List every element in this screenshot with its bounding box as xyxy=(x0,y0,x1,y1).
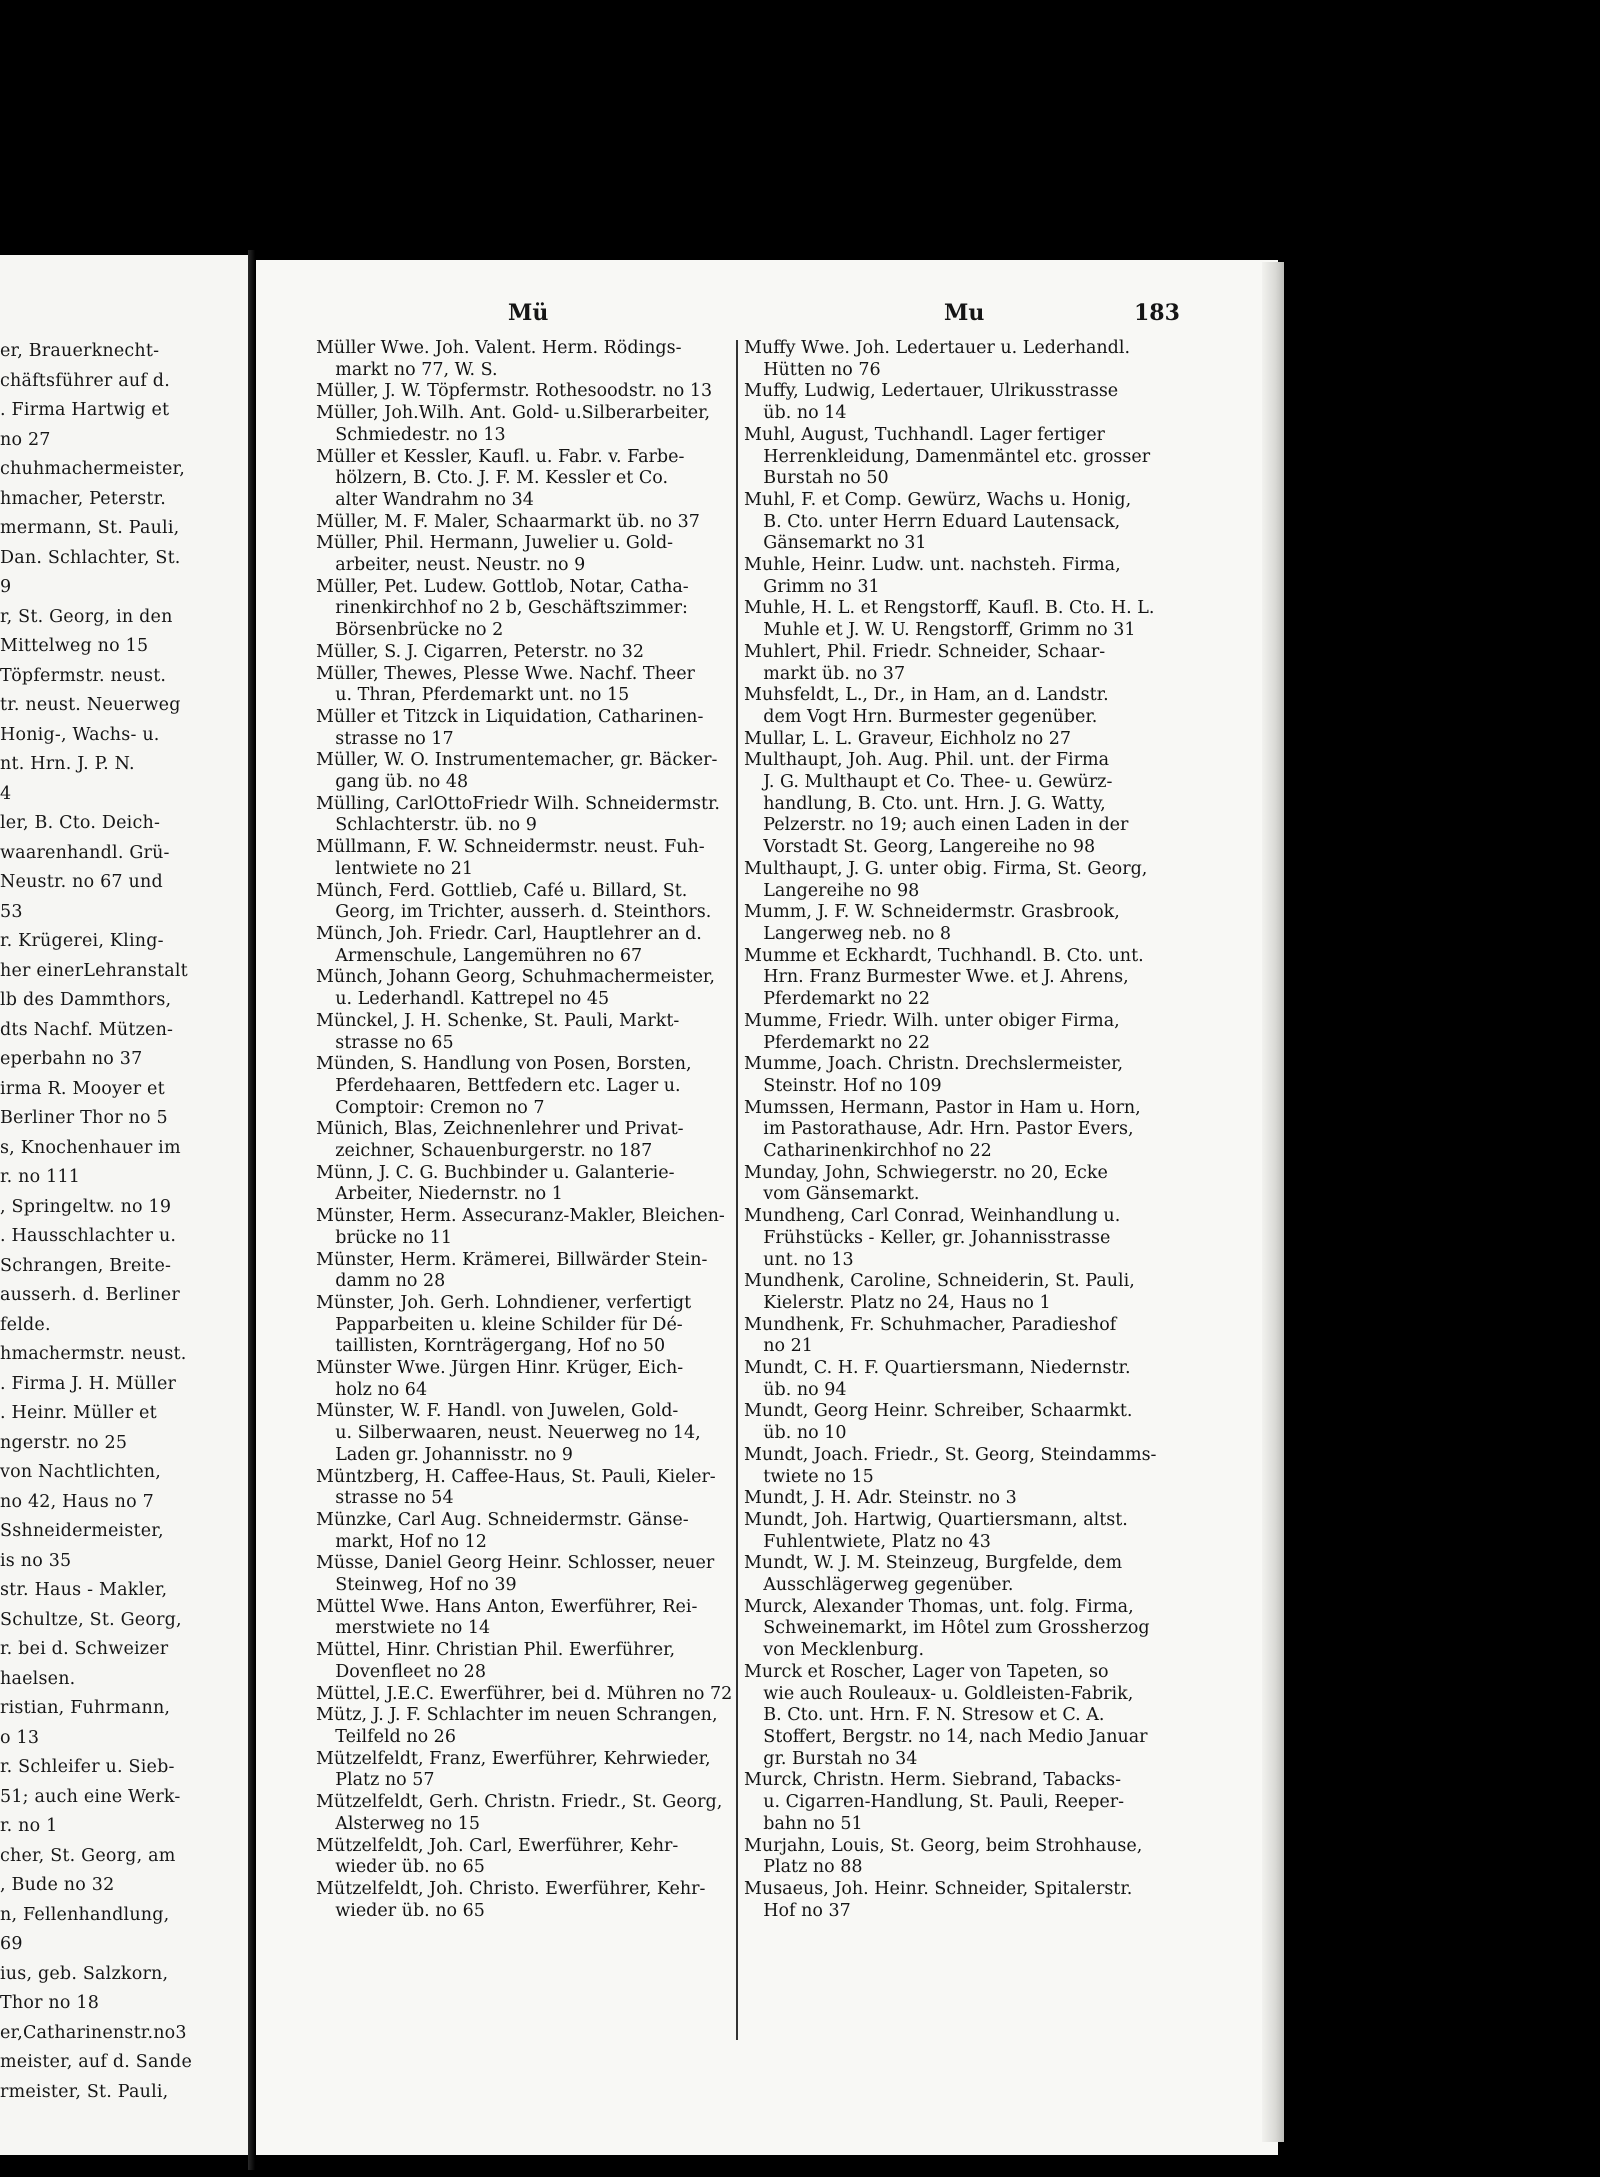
entry-line: Mundt, C. H. F. Quartiersmann, Niedernstr. xyxy=(744,1358,1131,1379)
entry-continuation-line: Papparbeiten u. kleine Schilder für Dé- xyxy=(335,1314,683,1335)
left-fragment-line: . Firma Hartwig et xyxy=(0,400,170,420)
entry-continuation-line: merstwiete no 14 xyxy=(335,1618,491,1639)
left-fragment-line: 69 xyxy=(0,1934,23,1954)
entry-line: Münch, Johann Georg, Schuhmachermeister, xyxy=(316,967,715,988)
entry-continuation-line: zeichner, Schauenburgerstr. no 187 xyxy=(335,1141,653,1162)
left-fragment-line: cher, St. Georg, am xyxy=(0,1845,176,1866)
entry-line: Münich, Blas, Zeichnenlehrer und Privat- xyxy=(316,1119,684,1140)
left-fragment-line: Neustr. no 67 und xyxy=(0,872,163,892)
directory-entry xyxy=(316,1879,734,1922)
entry-line: Musaeus, Joh. Heinr. Schneider, Spitalerstr. xyxy=(744,1878,1133,1899)
entry-continuation-line: Börsenbrücke no 2 xyxy=(335,620,504,641)
left-fragment-line: chäftsführer auf d. xyxy=(0,370,170,391)
directory-entry xyxy=(744,1206,1176,1271)
directory-entry xyxy=(744,490,1176,555)
directory-entry xyxy=(744,555,1176,598)
left-fragment-line: Honig-, Wachs- u. xyxy=(0,724,160,745)
entry-continuation-line: Grimm no 31 xyxy=(763,576,880,597)
entry-line: Mützelfeldt, Franz, Ewerführer, Kehrwieder, xyxy=(316,1748,711,1769)
entry-continuation-line: Armenschule, Langemühren no 67 xyxy=(335,945,643,966)
entry-continuation-line: Hrn. Franz Burmester Wwe. et J. Ahrens, xyxy=(763,967,1129,988)
directory-entry xyxy=(316,750,734,793)
left-fragment-line: r. no 111 xyxy=(0,1167,81,1187)
left-fragment-line: , Bude no 32 xyxy=(0,1875,115,1895)
directory-entry xyxy=(744,1401,1176,1444)
left-fragment-line: no 27 xyxy=(0,429,51,450)
entry-line: Murck, Alexander Thomas, unt. folg. Firma, xyxy=(744,1596,1134,1617)
left-fragment-line: n, Fellenhandlung, xyxy=(0,1904,170,1925)
left-fragment-line: , Springeltw. no 19 xyxy=(0,1196,172,1217)
entry-continuation-line: üb. no 94 xyxy=(763,1379,847,1400)
left-fragment-line: ngerstr. no 25 xyxy=(0,1432,128,1453)
entry-continuation-line: u. Cigarren-Handlung, St. Pauli, Reeper- xyxy=(763,1792,1125,1813)
left-fragment-line: rmeister, St. Pauli, xyxy=(0,2081,169,2102)
left-page-fragment xyxy=(0,255,248,2155)
directory-entry xyxy=(744,750,1176,859)
directory-entry xyxy=(316,1250,734,1293)
directory-entry xyxy=(316,1293,734,1358)
left-fragment-line: ler, B. Cto. Deich- xyxy=(0,813,161,833)
entry-line: Müntzberg, H. Caffee-Haus, St. Pauli, Kieler- xyxy=(316,1466,716,1487)
entry-line: Mullar, L. L. Graveur, Eichholz no 27 xyxy=(744,728,1072,749)
directory-entry xyxy=(744,1445,1176,1488)
entry-continuation-line: Vorstadt St. Georg, Langereihe no 98 xyxy=(763,837,1096,858)
left-fragment-line: Thor no 18 xyxy=(0,1993,100,2013)
entry-line: Münster Wwe. Jürgen Hinr. Krüger, Eich- xyxy=(316,1358,684,1379)
directory-entry xyxy=(744,902,1176,945)
entry-line: Murck, Christn. Herm. Siebrand, Tabacks- xyxy=(744,1770,1122,1791)
entry-line: Muhle, H. L. et Rengstorff, Kaufl. B. Cto. H. L. xyxy=(744,598,1155,619)
entry-line: Mumme, Joach. Christn. Drechslermeister, xyxy=(744,1054,1124,1075)
entry-line: Mundt, W. J. M. Steinzeug, Burgfelde, dem xyxy=(744,1553,1123,1574)
entry-continuation-line: lentwiete no 21 xyxy=(335,858,474,879)
left-fragment-line: eperbahn no 37 xyxy=(0,1049,143,1069)
header-right-guideword: Mu xyxy=(944,300,985,326)
entry-continuation-line: Schlachterstr. üb. no 9 xyxy=(335,815,537,836)
left-fragment-line: meister, auf d. Sande xyxy=(0,2052,193,2072)
directory-entry xyxy=(316,1684,734,1706)
entry-continuation-line: markt no 77, W. S. xyxy=(335,359,498,380)
left-fragment-line: er,Catharinenstr.no3 xyxy=(0,2022,187,2043)
entry-continuation-line: alter Wandrahm no 34 xyxy=(335,489,534,510)
directory-entry xyxy=(744,1315,1176,1358)
header-left-guideword: Mü xyxy=(508,300,549,326)
left-fragment-line: chuhmachermeister, xyxy=(0,459,185,479)
entry-line: Murjahn, Louis, St. Georg, beim Strohhause, xyxy=(744,1835,1143,1856)
left-fragment-line: str. Haus - Makler, xyxy=(0,1580,168,1600)
directory-entry xyxy=(316,1640,734,1683)
directory-entry xyxy=(744,1836,1176,1879)
directory-entry xyxy=(316,837,734,880)
left-fragment-line: Sshneidermeister, xyxy=(0,1521,164,1541)
left-fragment-line: r. bei d. Schweizer xyxy=(0,1639,169,1659)
entry-line: Mundt, Joh. Hartwig, Quartiersmann, altst. xyxy=(744,1509,1128,1530)
directory-column-right xyxy=(744,338,1176,1922)
entry-line: Münster, Herm. Krämerei, Billwärder Stein- xyxy=(316,1249,708,1270)
left-fragment-line: 9 xyxy=(0,577,12,597)
entry-continuation-line: holz no 64 xyxy=(335,1379,428,1400)
entry-continuation-line: taillisten, Kornträgergang, Hof no 50 xyxy=(335,1336,666,1357)
entry-continuation-line: u. Lederhandl. Kattrepel no 45 xyxy=(335,989,610,1010)
entry-continuation-line: damm no 28 xyxy=(335,1271,446,1292)
entry-line: Müller, Joh.Wilh. Ant. Gold- u.Silberarbeiter, xyxy=(316,403,711,424)
entry-continuation-line: üb. no 14 xyxy=(763,403,847,424)
entry-continuation-line: B. Cto. unter Herrn Eduard Lautensack, xyxy=(763,511,1121,532)
directory-entry xyxy=(316,924,734,967)
entry-line: Mundhenk, Fr. Schuhmacher, Paradieshof xyxy=(744,1314,1117,1335)
directory-entry xyxy=(744,729,1176,751)
entry-line: Müller, W. O. Instrumentemacher, gr. Bäcker- xyxy=(316,750,718,771)
entry-line: Muffy, Ludwig, Ledertauer, Ulrikusstrasse xyxy=(744,381,1119,402)
entry-line: Münster, Joh. Gerh. Lohndiener, verfertigt xyxy=(316,1292,692,1313)
entry-line: Mützelfeldt, Joh. Carl, Ewerführer, Kehr- xyxy=(316,1835,679,1856)
directory-entry xyxy=(744,1271,1176,1314)
entry-continuation-line: Hof no 37 xyxy=(763,1900,851,1921)
directory-entry xyxy=(316,403,734,446)
entry-line: Mundt, J. H. Adr. Steinstr. no 3 xyxy=(744,1488,1017,1509)
entry-continuation-line: Comptoir: Cremon no 7 xyxy=(335,1097,545,1118)
directory-entry xyxy=(316,1163,734,1206)
left-fragment-line: . Hausschlachter u. xyxy=(0,1226,177,1246)
left-fragment-line: hmacher, Peterstr. xyxy=(0,488,167,509)
left-fragment-line: r. Krügerei, Kling- xyxy=(0,931,164,951)
entry-continuation-line: no 21 xyxy=(763,1336,813,1357)
entry-continuation-line: Herrenkleidung, Damenmäntel etc. grosser xyxy=(763,446,1151,467)
entry-continuation-line: Pferdemarkt no 22 xyxy=(763,989,931,1010)
directory-entry xyxy=(316,1011,734,1054)
left-fragment-line: Dan. Schlachter, St. xyxy=(0,547,181,568)
directory-entry xyxy=(744,946,1176,1011)
left-fragment-line: r. no 1 xyxy=(0,1816,58,1836)
entry-continuation-line: wieder üb. no 65 xyxy=(335,1857,485,1878)
left-fragment-line: tr. neust. Neuerweg xyxy=(0,695,181,715)
directory-entry xyxy=(316,642,734,664)
entry-line: Mumme et Eckhardt, Tuchhandl. B. Cto. unt. xyxy=(744,945,1144,966)
entry-line: Murck et Roscher, Lager von Tapeten, so xyxy=(744,1661,1109,1682)
left-fragment-line: is no 35 xyxy=(0,1550,72,1571)
entry-line: Muhlert, Phil. Friedr. Schneider, Schaar- xyxy=(744,641,1106,662)
entry-continuation-line: Steinstr. Hof no 109 xyxy=(763,1075,942,1096)
entry-line: Müller et Titzck in Liquidation, Catharinen- xyxy=(316,706,704,727)
left-fragment-line: Berliner Thor no 5 xyxy=(0,1108,168,1128)
entry-continuation-line: Schmiedestr. no 13 xyxy=(335,424,506,445)
left-fragment-line: nt. Hrn. J. P. N. xyxy=(0,754,135,774)
entry-line: Mundt, Georg Heinr. Schreiber, Schaarmkt. xyxy=(744,1401,1133,1422)
entry-continuation-line: Catharinenkirchhof no 22 xyxy=(763,1141,992,1162)
entry-line: Mumm, J. F. W. Schneidermstr. Grasbrook, xyxy=(744,902,1120,923)
directory-entry xyxy=(744,1510,1176,1553)
directory-entry xyxy=(316,1792,734,1835)
entry-continuation-line: Pelzerstr. no 19; auch einen Laden in der xyxy=(763,815,1129,836)
entry-line: Mütz, J. J. F. Schlachter im neuen Schrangen, xyxy=(316,1705,718,1726)
entry-line: Müllmann, F. W. Schneidermstr. neust. Fuh- xyxy=(316,837,705,858)
entry-line: Mundt, Joach. Friedr., St. Georg, Steindamms- xyxy=(744,1444,1157,1465)
entry-continuation-line: gr. Burstah no 34 xyxy=(763,1748,918,1769)
directory-entry xyxy=(316,1119,734,1162)
left-fragment-line: von Nachtlichten, xyxy=(0,1462,161,1482)
entry-continuation-line: Georg, im Trichter, ausserh. d. Steinthors. xyxy=(335,902,712,923)
entry-line: Muhle, Heinr. Ludw. unt. nachsteh. Firma, xyxy=(744,555,1121,576)
left-fragment-line: dts Nachf. Mützen- xyxy=(0,1019,174,1040)
entry-continuation-line: Gänsemarkt no 31 xyxy=(763,533,927,554)
left-fragment-line: Töpfermstr. neust. xyxy=(0,665,167,686)
entry-continuation-line: Langerweg neb. no 8 xyxy=(763,923,952,944)
entry-continuation-line: Hütten no 76 xyxy=(763,359,881,380)
entry-continuation-line: twiete no 15 xyxy=(763,1466,874,1487)
directory-entry xyxy=(744,598,1176,641)
directory-entry xyxy=(744,1054,1176,1097)
entry-line: Müttel, J.E.C. Ewerführer, bei d. Mühren no 72 xyxy=(316,1683,733,1704)
entry-line: Muhl, F. et Comp. Gewürz, Wachs u. Honig, xyxy=(744,489,1132,510)
entry-continuation-line: gang üb. no 48 xyxy=(335,772,469,793)
entry-line: Munday, John, Schwiegerstr. no 20, Ecke xyxy=(744,1162,1108,1183)
directory-entry xyxy=(316,381,734,403)
entry-continuation-line: Langereihe no 98 xyxy=(763,880,920,901)
entry-continuation-line: Dovenfleet no 28 xyxy=(335,1661,486,1682)
directory-entry xyxy=(316,1705,734,1748)
entry-continuation-line: Schweinemarkt, im Hôtel zum Grossherzog xyxy=(763,1618,1150,1639)
entry-line: Münn, J. C. G. Buchbinder u. Galanterie- xyxy=(316,1162,675,1183)
directory-entry xyxy=(316,1510,734,1553)
entry-continuation-line: Laden gr. Johannisstr. no 9 xyxy=(335,1444,573,1465)
entry-line: Muhsfeldt, L., Dr., in Ham, an d. Landstr. xyxy=(744,685,1109,706)
entry-line: Mumssen, Hermann, Pastor in Ham u. Horn, xyxy=(744,1097,1141,1118)
directory-entry xyxy=(316,533,734,576)
entry-continuation-line: Arbeiter, Niedernstr. no 1 xyxy=(335,1184,563,1205)
entry-continuation-line: B. Cto. unt. Hrn. F. N. Stresow et C. A. xyxy=(763,1705,1105,1726)
directory-entry xyxy=(744,1358,1176,1401)
left-fragment-line: mermann, St. Pauli, xyxy=(0,518,180,538)
directory-entry xyxy=(316,707,734,750)
entry-line: Mülling, CarlOttoFriedr Wilh. Schneidermstr. xyxy=(316,793,720,814)
entry-line: Müller, Phil. Hermann, Juwelier u. Gold- xyxy=(316,533,674,554)
entry-continuation-line: Frühstücks - Keller, gr. Johannisstrasse xyxy=(763,1227,1111,1248)
entry-line: Muffy Wwe. Joh. Ledertauer u. Lederhandl. xyxy=(744,338,1131,358)
directory-entry xyxy=(744,1662,1176,1771)
entry-continuation-line: markt üb. no 37 xyxy=(763,663,906,684)
directory-entry xyxy=(316,447,734,512)
directory-entry xyxy=(316,512,734,534)
entry-line: Münch, Ferd. Gottlieb, Café u. Billard, St. xyxy=(316,880,688,901)
left-fragment-line: r. Schleifer u. Sieb- xyxy=(0,1757,175,1777)
directory-entry xyxy=(744,1597,1176,1662)
left-fragment-line: . Heinr. Müller et xyxy=(0,1403,157,1423)
directory-entry xyxy=(744,685,1176,728)
left-fragment-line: s, Knochenhauer im xyxy=(0,1137,181,1158)
directory-entry xyxy=(316,577,734,642)
entry-line: Münden, S. Handlung von Posen, Borsten, xyxy=(316,1054,692,1075)
left-fragment-line: lb des Dammthors, xyxy=(0,990,172,1010)
left-fragment-line: ristian, Fuhrmann, xyxy=(0,1698,171,1718)
directory-entry xyxy=(316,1206,734,1249)
directory-entry xyxy=(316,1836,734,1879)
entry-continuation-line: u. Silberwaaren, neust. Neuerweg no 14, xyxy=(335,1423,701,1444)
entry-continuation-line: wieder üb. no 65 xyxy=(335,1900,485,1921)
page-edge xyxy=(1262,262,1284,2142)
entry-continuation-line: Ausschlägerweg gegenüber. xyxy=(763,1575,1014,1596)
entry-line: Müller, Pet. Ludew. Gottlob, Notar, Catha- xyxy=(316,576,689,597)
entry-line: Münch, Joh. Friedr. Carl, Hauptlehrer an d. xyxy=(316,923,702,944)
left-fragment-line: hmachermstr. neust. xyxy=(0,1344,187,1364)
left-fragment-line: waarenhandl. Grü- xyxy=(0,842,170,863)
left-fragment-line: ius, geb. Salzkorn, xyxy=(0,1963,169,1984)
entry-continuation-line: J. G. Multhaupt et Co. Thee- u. Gewürz- xyxy=(763,772,1113,793)
entry-line: Muhl, August, Tuchhandl. Lager fertiger xyxy=(744,424,1105,445)
directory-entry xyxy=(744,1098,1176,1163)
directory-entry xyxy=(744,1879,1176,1922)
entry-continuation-line: üb. no 10 xyxy=(763,1423,847,1444)
entry-line: Multhaupt, J. G. unter obig. Firma, St. Georg, xyxy=(744,858,1148,879)
left-fragment-line: felde. xyxy=(0,1314,51,1335)
entry-continuation-line: brücke no 11 xyxy=(335,1227,453,1248)
entry-continuation-line: Alsterweg no 15 xyxy=(335,1813,480,1834)
entry-continuation-line: strasse no 65 xyxy=(335,1032,454,1053)
left-fragment-line: her einerLehranstalt xyxy=(0,960,188,981)
entry-continuation-line: Muhle et J. W. U. Rengstorff, Grimm no 31 xyxy=(763,620,1136,641)
entry-line: Multhaupt, Joh. Aug. Phil. unt. der Firma xyxy=(744,750,1110,771)
directory-entry xyxy=(744,642,1176,685)
directory-entry xyxy=(316,338,734,381)
directory-entry xyxy=(316,664,734,707)
entry-continuation-line: bahn no 51 xyxy=(763,1813,863,1834)
left-fragment-line: o 13 xyxy=(0,1727,40,1748)
entry-line: Müsse, Daniel Georg Heinr. Schlosser, neuer xyxy=(316,1553,715,1574)
directory-entry xyxy=(316,1553,734,1596)
entry-continuation-line: hölzern, B. Cto. J. F. M. Kessler et Co. xyxy=(335,468,669,489)
directory-column-left xyxy=(316,338,734,1922)
entry-line: Müller et Kessler, Kaufl. u. Fabr. v. Farbe- xyxy=(316,446,685,467)
entry-line: Münzke, Carl Aug. Schneidermstr. Gänse- xyxy=(316,1509,689,1530)
directory-entry xyxy=(744,1553,1176,1596)
entry-continuation-line: unt. no 13 xyxy=(763,1249,854,1270)
entry-line: Müttel Wwe. Hans Anton, Ewerführer, Rei- xyxy=(316,1596,698,1617)
entry-continuation-line: strasse no 54 xyxy=(335,1488,454,1509)
directory-entry xyxy=(316,1467,734,1510)
directory-entry xyxy=(744,1488,1176,1510)
entry-continuation-line: wie auch Rouleaux- u. Goldleisten-Fabrik, xyxy=(763,1683,1134,1704)
entry-line: Müller, J. W. Töpfermstr. Rothesoodstr. no 13 xyxy=(316,381,713,402)
entry-line: Mundhenk, Caroline, Schneiderin, St. Pauli, xyxy=(744,1271,1135,1292)
entry-line: Müttel, Hinr. Christian Phil. Ewerführer, xyxy=(316,1640,676,1661)
entry-line: Müller, S. J. Cigarren, Peterstr. no 32 xyxy=(316,641,645,662)
directory-entry xyxy=(744,338,1176,381)
left-fragment-line: haelsen. xyxy=(0,1668,76,1689)
entry-continuation-line: Platz no 88 xyxy=(763,1857,863,1878)
entry-continuation-line: Stoffert, Bergstr. no 14, nach Medio Januar xyxy=(763,1727,1148,1747)
column-divider xyxy=(736,340,738,2040)
directory-entry xyxy=(744,1163,1176,1206)
entry-continuation-line: markt, Hof no 12 xyxy=(335,1531,487,1552)
entry-continuation-line: Steinweg, Hof no 39 xyxy=(335,1575,517,1596)
page-number: 183 xyxy=(1134,300,1180,326)
entry-continuation-line: dem Vogt Hrn. Burmester gegenüber. xyxy=(763,706,1098,727)
entry-line: Münckel, J. H. Schenke, St. Pauli, Markt- xyxy=(316,1010,680,1031)
entry-continuation-line: im Pastorathause, Adr. Hrn. Pastor Evers, xyxy=(763,1119,1134,1140)
directory-entry xyxy=(316,967,734,1010)
left-fragment-line: Schrangen, Breite- xyxy=(0,1255,172,1276)
entry-line: Müller, M. F. Maler, Schaarmarkt üb. no 37 xyxy=(316,511,700,532)
directory-entry xyxy=(316,1597,734,1640)
entry-continuation-line: von Mecklenburg. xyxy=(763,1640,925,1661)
entry-continuation-line: strasse no 17 xyxy=(335,728,454,749)
directory-entry xyxy=(744,1770,1176,1835)
entry-continuation-line: Teilfeld no 26 xyxy=(335,1727,456,1747)
left-fragment-line: Schultze, St. Georg, xyxy=(0,1609,182,1630)
directory-entry xyxy=(744,859,1176,902)
entry-line: Müller, Thewes, Plesse Wwe. Nachf. Theer xyxy=(316,663,695,684)
entry-line: Mützelfeldt, Joh. Christo. Ewerführer, Kehr- xyxy=(316,1878,706,1899)
left-fragment-line: r, St. Georg, in den xyxy=(0,606,173,627)
entry-line: Münster, Herm. Assecuranz-Makler, Bleichen- xyxy=(316,1206,725,1227)
entry-line: Müller Wwe. Joh. Valent. Herm. Rödings- xyxy=(316,338,682,358)
left-fragment-line: 53 xyxy=(0,901,23,922)
left-fragment-line: ausserh. d. Berliner xyxy=(0,1285,180,1305)
entry-continuation-line: u. Thran, Pferdemarkt unt. no 15 xyxy=(335,685,630,706)
entry-continuation-line: arbeiter, neust. Neustr. no 9 xyxy=(335,555,586,576)
directory-entry xyxy=(316,1749,734,1792)
entry-continuation-line: rinenkirchhof no 2 b, Geschäftszimmer: xyxy=(335,598,688,619)
entry-continuation-line: Platz no 57 xyxy=(335,1770,435,1791)
entry-continuation-line: Kielerstr. Platz no 24, Haus no 1 xyxy=(763,1292,1051,1313)
left-fragment-line: er, Brauerknecht- xyxy=(0,341,160,361)
entry-continuation-line: Fuhlentwiete, Platz no 43 xyxy=(763,1531,991,1552)
entry-continuation-line: Pferdemarkt no 22 xyxy=(763,1032,931,1053)
left-fragment-line: 4 xyxy=(0,783,12,804)
directory-entry xyxy=(744,381,1176,424)
directory-entry xyxy=(744,425,1176,490)
entry-continuation-line: handlung, B. Cto. unt. Hrn. J. G. Watty, xyxy=(763,793,1106,814)
entry-line: Mundheng, Carl Conrad, Weinhandlung u. xyxy=(744,1206,1121,1227)
directory-entry xyxy=(316,1358,734,1401)
entry-continuation-line: Pferdehaaren, Bettfedern etc. Lager u. xyxy=(335,1075,681,1096)
directory-entry xyxy=(316,1054,734,1119)
left-fragment-line: . Firma J. H. Müller xyxy=(0,1373,177,1394)
left-fragment-line: 51; auch eine Werk- xyxy=(0,1786,181,1807)
directory-entry xyxy=(744,1011,1176,1054)
entry-line: Mützelfeldt, Gerh. Christn. Friedr., St. Georg, xyxy=(316,1792,723,1813)
left-fragment-line: Mittelweg no 15 xyxy=(0,636,149,656)
directory-entry xyxy=(316,881,734,924)
directory-entry xyxy=(316,794,734,837)
left-fragment-line: irma R. Mooyer et xyxy=(0,1078,165,1099)
entry-line: Münster, W. F. Handl. von Juwelen, Gold- xyxy=(316,1401,679,1422)
entry-continuation-line: vom Gänsemarkt. xyxy=(763,1184,920,1205)
entry-line: Mumme, Friedr. Wilh. unter obiger Firma, xyxy=(744,1010,1120,1031)
entry-continuation-line: Burstah no 50 xyxy=(763,468,889,489)
directory-entry xyxy=(316,1401,734,1466)
left-fragment-line: no 42, Haus no 7 xyxy=(0,1491,154,1512)
